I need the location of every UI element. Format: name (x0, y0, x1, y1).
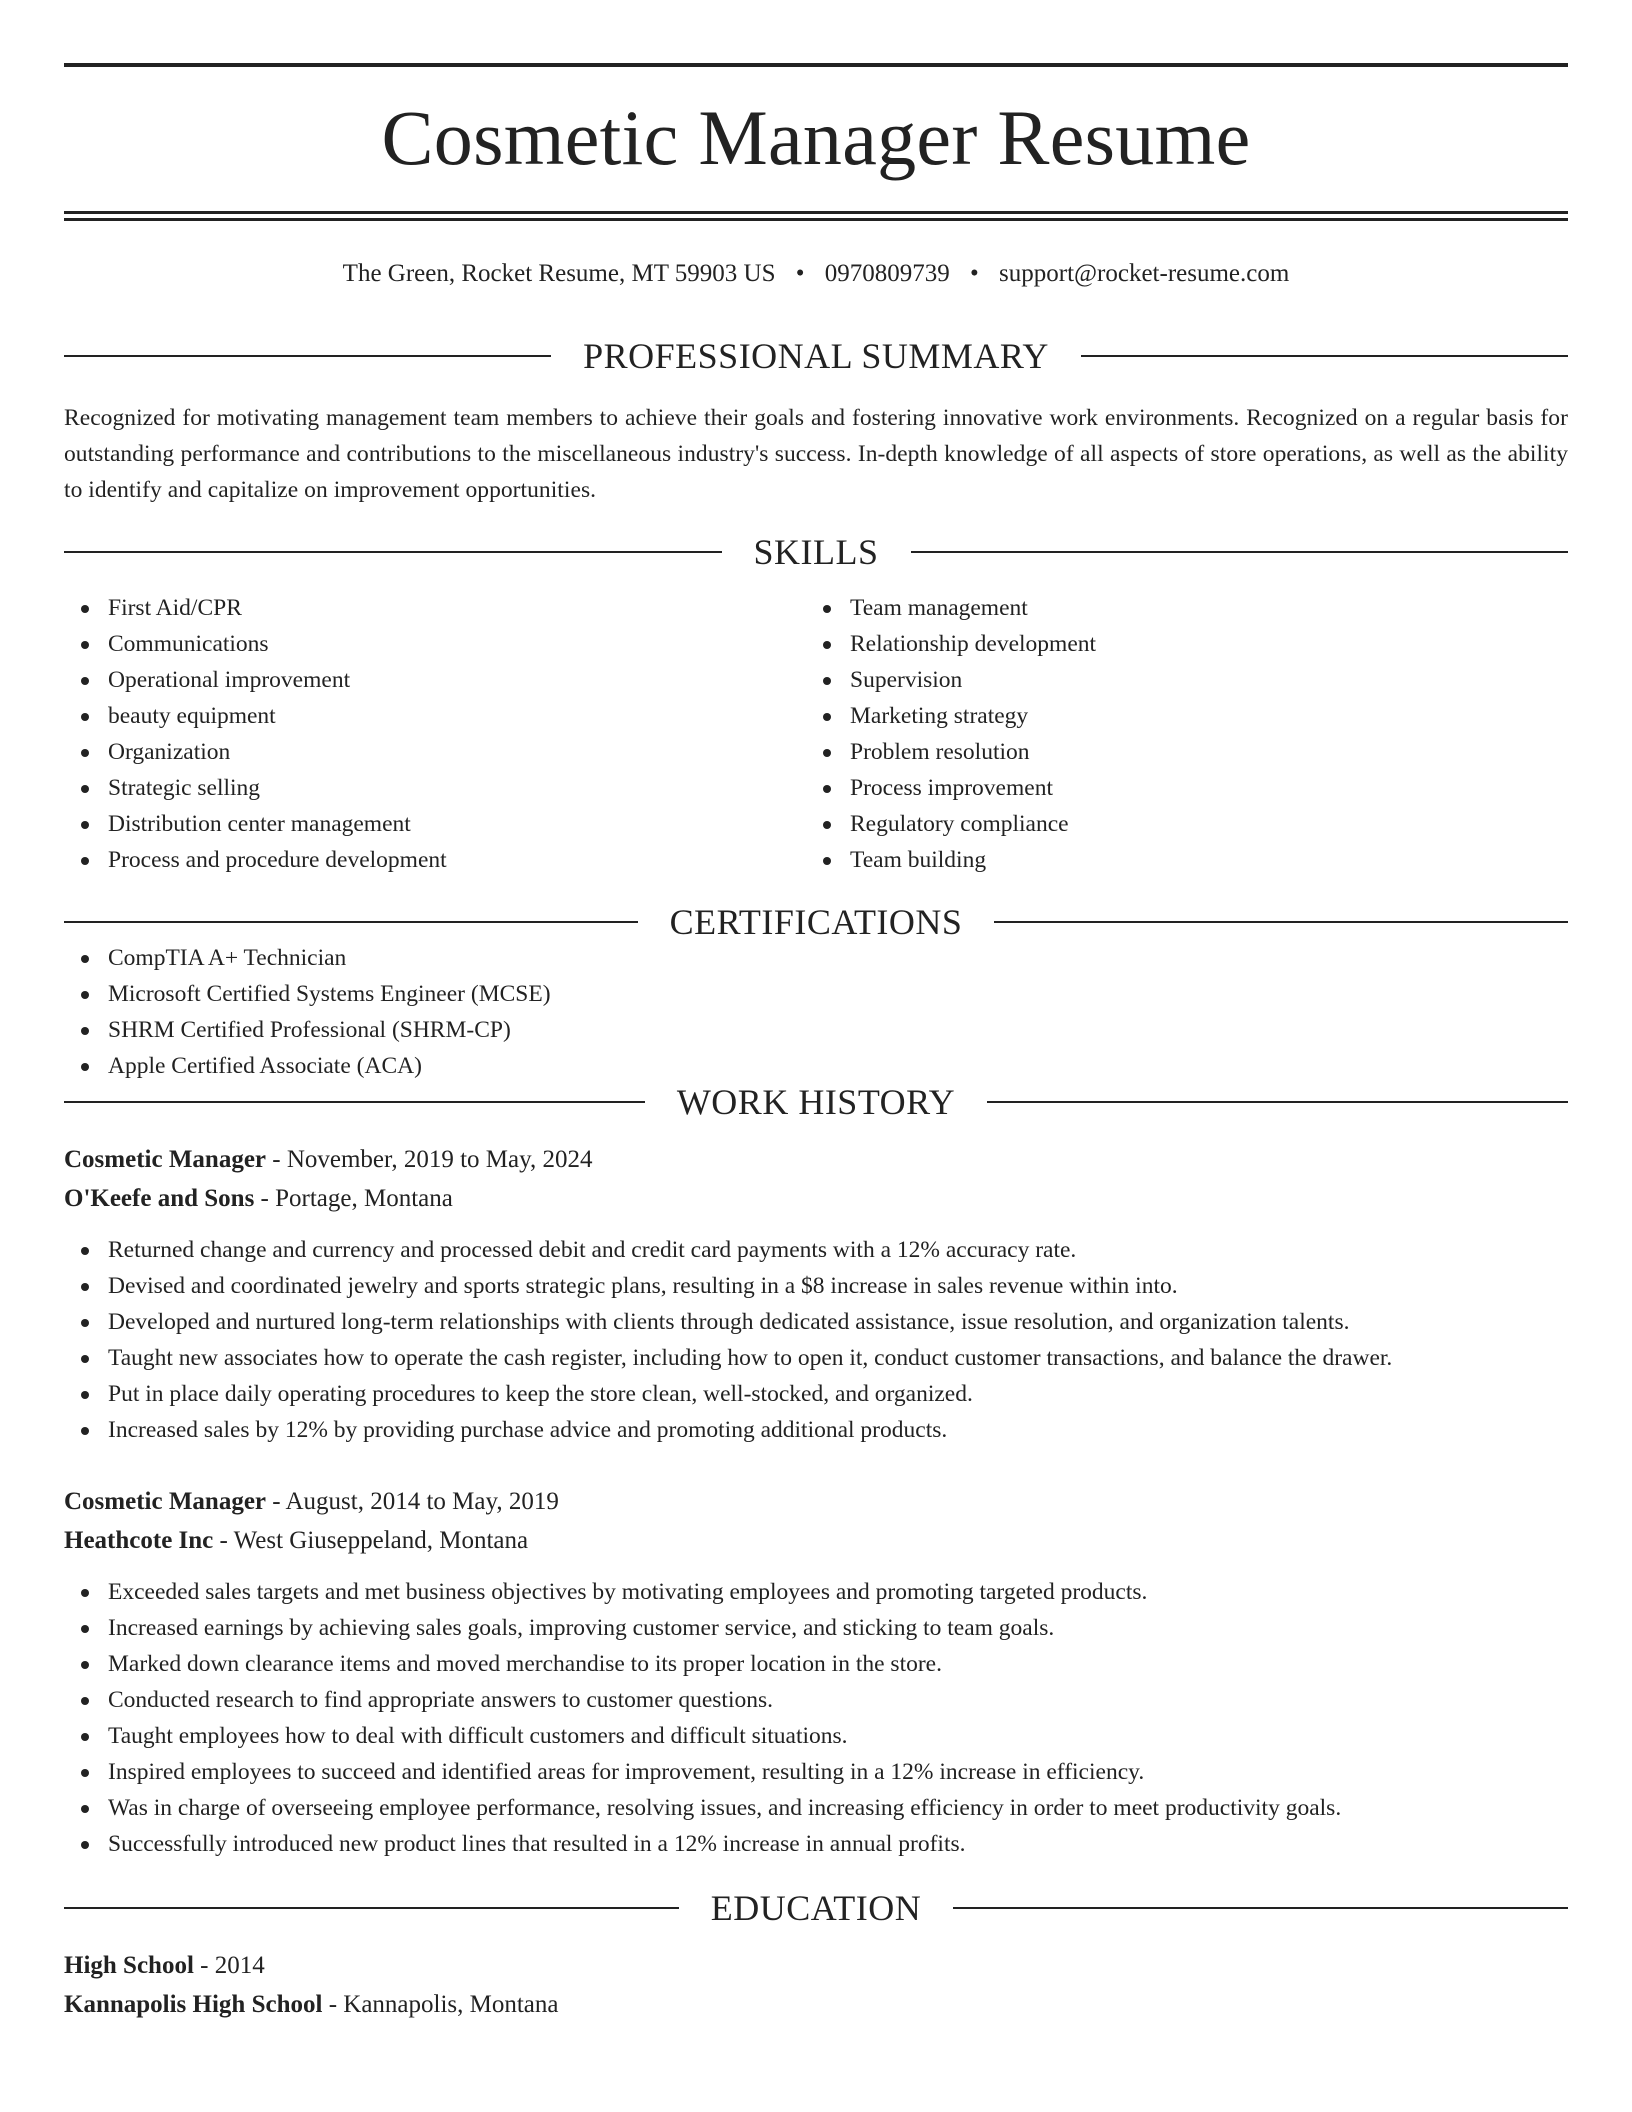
job-duty-item: Successfully introduced new product lines that resulted in a 12% increase in annual profits. (64, 1826, 1568, 1862)
certification-item: SHRM Certified Professional (SHRM-CP) (64, 1012, 1568, 1048)
skill-item: Team management (806, 590, 1548, 626)
heading-rule-right (987, 1101, 1568, 1103)
contact-address: The Green, Rocket Resume, MT 59903 US (342, 260, 776, 287)
heading-rule-right (953, 1907, 1568, 1909)
heading-rule-right (911, 551, 1569, 553)
skill-item: Marketing strategy (806, 698, 1548, 734)
certification-item: CompTIA A+ Technician (64, 940, 1568, 976)
job-company-line (64, 1521, 1568, 1560)
skills-heading (64, 534, 1568, 570)
job-dates: - November, 2019 to May, 2024 (266, 1146, 593, 1173)
job-title: Cosmetic Manager (64, 1488, 267, 1515)
skill-item: Supervision (806, 662, 1548, 698)
job-entry (64, 1482, 1568, 1862)
job-duty-item: Increased earnings by achieving sales goals, improving customer service, and sticking to team goals. (64, 1610, 1568, 1646)
certifications-heading-title: CERTIFICATIONS (669, 902, 963, 942)
heading-rule-right (1081, 355, 1568, 357)
skill-item: Process and procedure development (64, 842, 806, 878)
job-dates: - August, 2014 to May, 2019 (266, 1488, 559, 1515)
job-duty-item: Inspired employees to succeed and identified areas for improvement, resulting in a 12% increase in efficiency. (64, 1754, 1568, 1790)
job-duty-item: Returned change and currency and processed debit and credit card payments with a 12% accuracy rate. (64, 1232, 1568, 1268)
skill-item: beauty equipment (64, 698, 806, 734)
job-company: Heathcote Inc (64, 1527, 214, 1554)
skill-item: Communications (64, 626, 806, 662)
skill-item: Strategic selling (64, 770, 806, 806)
job-location: - West Giuseppeland, Montana (213, 1527, 529, 1554)
education-school: Kannapolis High School (64, 1991, 323, 2018)
job-company: O'Keefe and Sons (64, 1185, 255, 1212)
certification-item: Apple Certified Associate (ACA) (64, 1048, 1568, 1084)
job-title: Cosmetic Manager (64, 1146, 267, 1173)
job-duty-item: Increased sales by 12% by providing purchase advice and promoting additional products. (64, 1412, 1568, 1448)
contact-separator: • (795, 260, 805, 287)
job-duty-item: Devised and coordinated jewelry and sports strategic plans, resulting in a $8 increase in sales revenue within into. (64, 1268, 1568, 1304)
summary-text: Recognized for motivating management team members to achieve their goals and fostering innovative work environments. Recognized on a regular basis for outstanding performance and contributions to the miscellaneous industry's success. In-depth knowledge of all aspects of store operations, as well as the ability to identify and capitalize on improvement opportunities. (64, 405, 1568, 503)
job-duty-item: Marked down clearance items and moved merchandise to its proper location in the store. (64, 1646, 1568, 1682)
job-duty-item: Was in charge of overseeing employee performance, resolving issues, and increasing efficiency in order to meet productivity goals. (64, 1790, 1568, 1826)
summary-heading-title: PROFESSIONAL SUMMARY (583, 336, 1049, 376)
skill-item: Organization (64, 734, 806, 770)
skill-item: Problem resolution (806, 734, 1548, 770)
job-location: - Portage, Montana (254, 1185, 453, 1212)
skill-item: Team building (806, 842, 1548, 878)
education-degree: High School (64, 1952, 194, 1979)
job-duty-item: Exceeded sales targets and met business objectives by motivating employees and promoting targeted products. (64, 1574, 1568, 1610)
contact-phone: 0970809739 (824, 260, 950, 287)
education-entry (64, 1946, 1568, 2024)
skills-heading-title: SKILLS (753, 532, 879, 572)
job-entry (64, 1140, 1568, 1448)
certifications-heading (64, 904, 1568, 940)
heading-rule-left (64, 1907, 679, 1909)
job-duties-list (64, 1232, 1568, 1448)
skills-column-left (64, 590, 806, 878)
job-duty-item: Developed and nurtured long-term relationships with clients through dedicated assistance, issue resolution, and organization talents. (64, 1304, 1568, 1340)
skill-item: Distribution center management (64, 806, 806, 842)
top-rule (64, 63, 1568, 67)
work-history-heading-title: WORK HISTORY (676, 1082, 956, 1122)
resume-title: Cosmetic Manager Resume (381, 94, 1251, 181)
heading-rule-left (64, 355, 551, 357)
education-heading (64, 1890, 1568, 1926)
heading-rule-left (64, 1101, 645, 1103)
job-duty-item: Conducted research to find appropriate answers to customer questions. (64, 1682, 1568, 1718)
contact-email: support@rocket-resume.com (999, 260, 1290, 287)
section-spacer (64, 1862, 1568, 1890)
work-history-heading (64, 1084, 1568, 1120)
education-degree-line (64, 1946, 1568, 1985)
job-title-line (64, 1140, 1568, 1179)
skill-item: Process improvement (806, 770, 1548, 806)
contact-separator: • (970, 260, 979, 287)
heading-rule-left (64, 921, 638, 923)
skill-item: First Aid/CPR (64, 590, 806, 626)
education-heading-title: EDUCATION (710, 1888, 922, 1928)
job-duty-item: Taught new associates how to operate the cash register, including how to open it, conduct customer transactions, and balance the drawer. (64, 1340, 1568, 1376)
job-title-line (64, 1482, 1568, 1521)
job-duty-item: Taught employees how to deal with difficult customers and difficult situations. (64, 1718, 1568, 1754)
title-double-rule (64, 211, 1568, 221)
certifications-list (64, 940, 1568, 1084)
education-year: - 2014 (193, 1952, 265, 1979)
resume-page (64, 0, 1568, 2024)
heading-rule-left (64, 551, 722, 553)
skill-item: Regulatory compliance (806, 806, 1548, 842)
heading-rule-right (994, 921, 1568, 923)
skill-item: Relationship development (806, 626, 1548, 662)
job-duties-list (64, 1574, 1568, 1862)
certification-item: Microsoft Certified Systems Engineer (MCSE) (64, 976, 1568, 1012)
education-location: - Kannapolis, Montana (322, 1991, 559, 2018)
job-duty-item: Put in place daily operating procedures to keep the store clean, well-stocked, and organized. (64, 1376, 1568, 1412)
education-school-line (64, 1985, 1568, 2024)
summary-heading (64, 338, 1568, 374)
skills-column-right (806, 590, 1548, 878)
skills-list (64, 590, 1568, 878)
job-company-line (64, 1179, 1568, 1218)
skill-item: Operational improvement (64, 662, 806, 698)
contact-line (64, 261, 1568, 286)
